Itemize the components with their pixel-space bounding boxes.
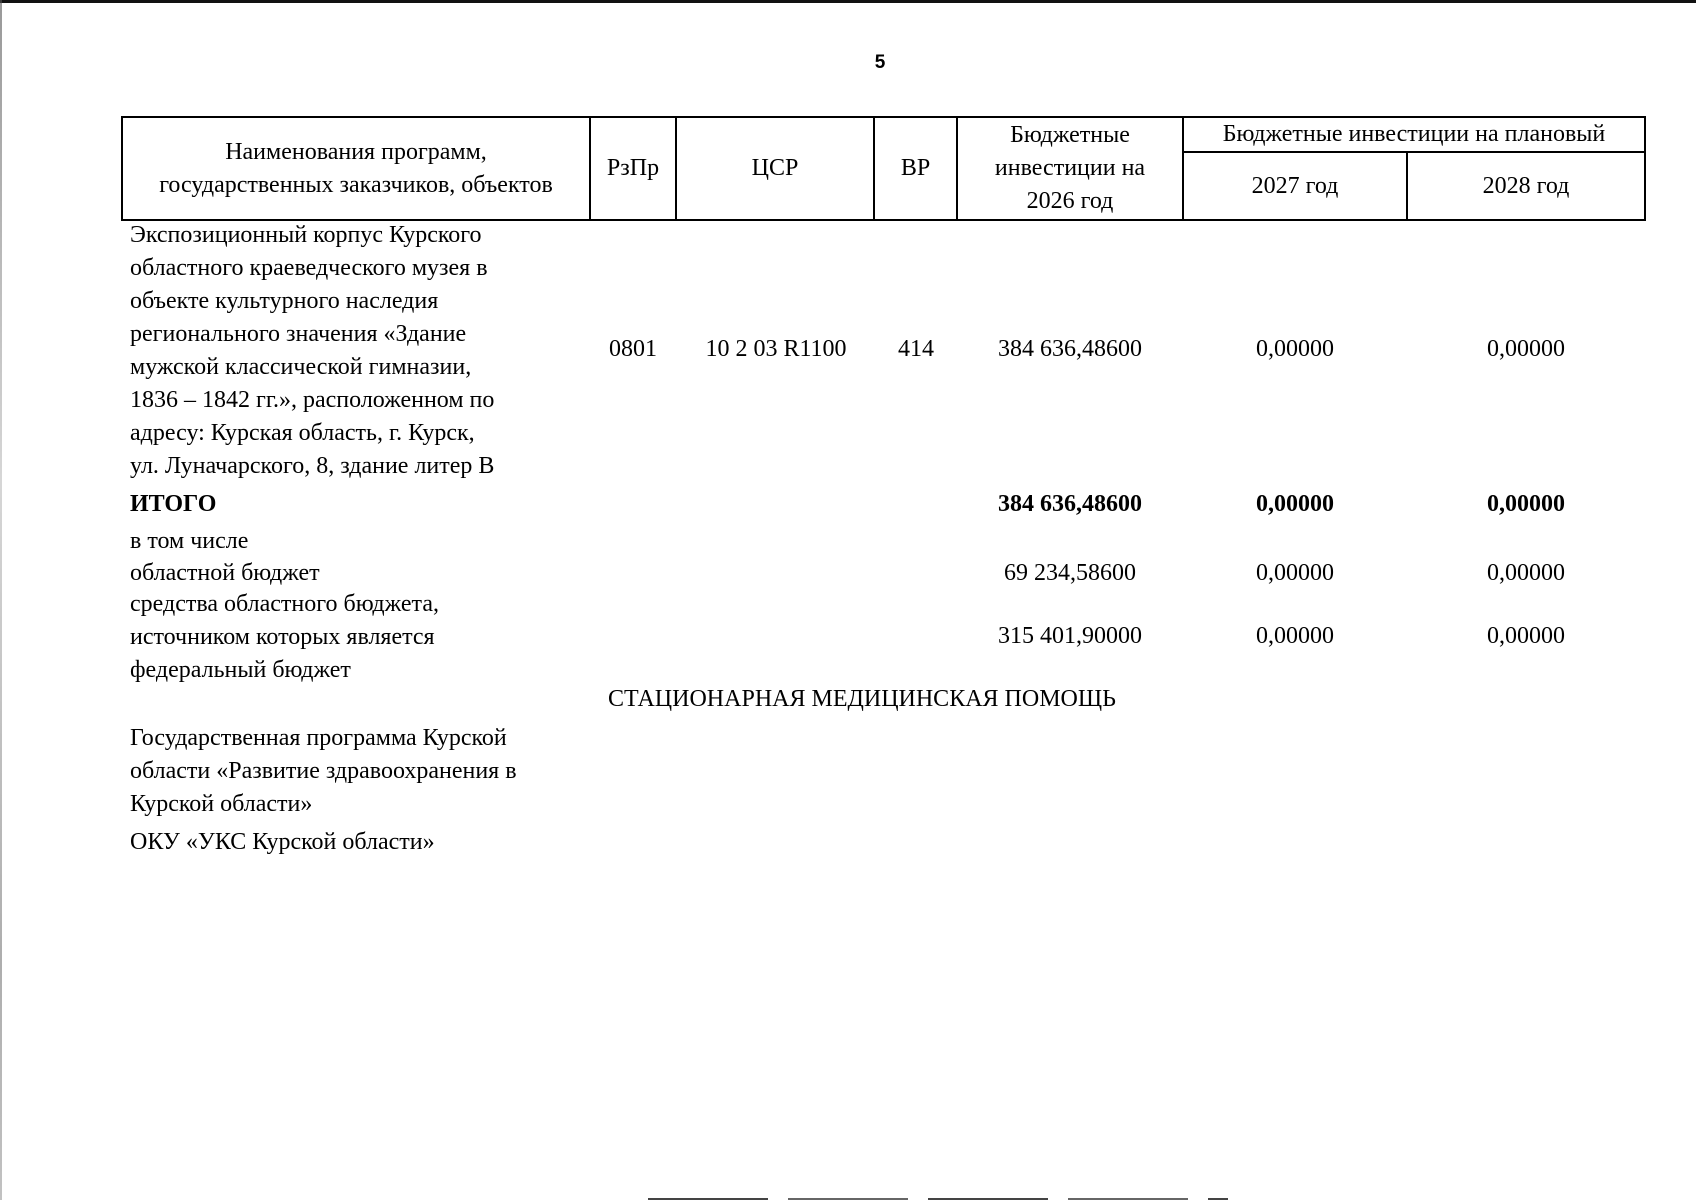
scan-edge-left xyxy=(0,0,2,1200)
federal-value-2028: 0,00000 xyxy=(1487,623,1565,649)
header-2028: 2028 год xyxy=(1407,152,1645,220)
regional-value-2026: 69 234,58600 xyxy=(1004,560,1136,586)
header-2027: 2027 год xyxy=(1183,152,1407,220)
header-vr: ВР xyxy=(874,117,957,220)
total-value-2026: 384 636,48600 xyxy=(998,491,1142,517)
total-label: ИТОГО xyxy=(130,491,217,517)
header-rzpr: РзПр xyxy=(590,117,676,220)
header-csr: ЦСР xyxy=(676,117,874,220)
regional-label: областной бюджет xyxy=(130,560,320,586)
page-number: 5 xyxy=(874,52,886,73)
object-csr: 10 2 03 R1100 xyxy=(705,336,847,362)
object-value-2028: 0,00000 xyxy=(1487,336,1565,362)
including-label: в том числе xyxy=(130,528,249,554)
header-name: Наименования программ, государственных заказчиков, объектов xyxy=(122,117,590,220)
federal-label: средства областного бюджета, источником которых является федеральный бюджет xyxy=(130,591,439,683)
header-invest-2026: Бюджетные инвестиции на 2026 год xyxy=(957,117,1183,220)
object-value-2026: 384 636,48600 xyxy=(998,336,1142,362)
federal-value-2027: 0,00000 xyxy=(1256,623,1334,649)
total-value-2027: 0,00000 xyxy=(1256,491,1334,517)
object-vr: 414 xyxy=(898,336,934,362)
section-heading: СТАЦИОНАРНАЯ МЕДИЦИНСКАЯ ПОМОЩЬ xyxy=(608,686,1116,712)
header-invest-plan: Бюджетные инвестиции на плановый xyxy=(1183,117,1645,152)
regional-value-2028: 0,00000 xyxy=(1487,560,1565,586)
program-name: Государственная программа Курской области «Развитие здравоохранения в Курской области» xyxy=(130,725,517,817)
customer-name: ОКУ «УКС Курской области» xyxy=(130,829,435,855)
object-value-2027: 0,00000 xyxy=(1256,336,1334,362)
total-value-2028: 0,00000 xyxy=(1487,491,1565,517)
regional-value-2027: 0,00000 xyxy=(1256,560,1334,586)
object-name: Экспозиционный корпус Курского областного краеведческого музея в объекте культурного наследия регионального значения «Здание мужской классической гимназии, 1836 – 1842 гг.», расположенном по адресу: Курская область, г. Курск, ул. Луначарского, 8, здание литер В xyxy=(130,222,495,479)
scan-edge-top xyxy=(0,0,1696,3)
object-rzpr: 0801 xyxy=(609,336,657,362)
federal-value-2026: 315 401,90000 xyxy=(998,623,1142,649)
table-header xyxy=(121,116,1646,221)
